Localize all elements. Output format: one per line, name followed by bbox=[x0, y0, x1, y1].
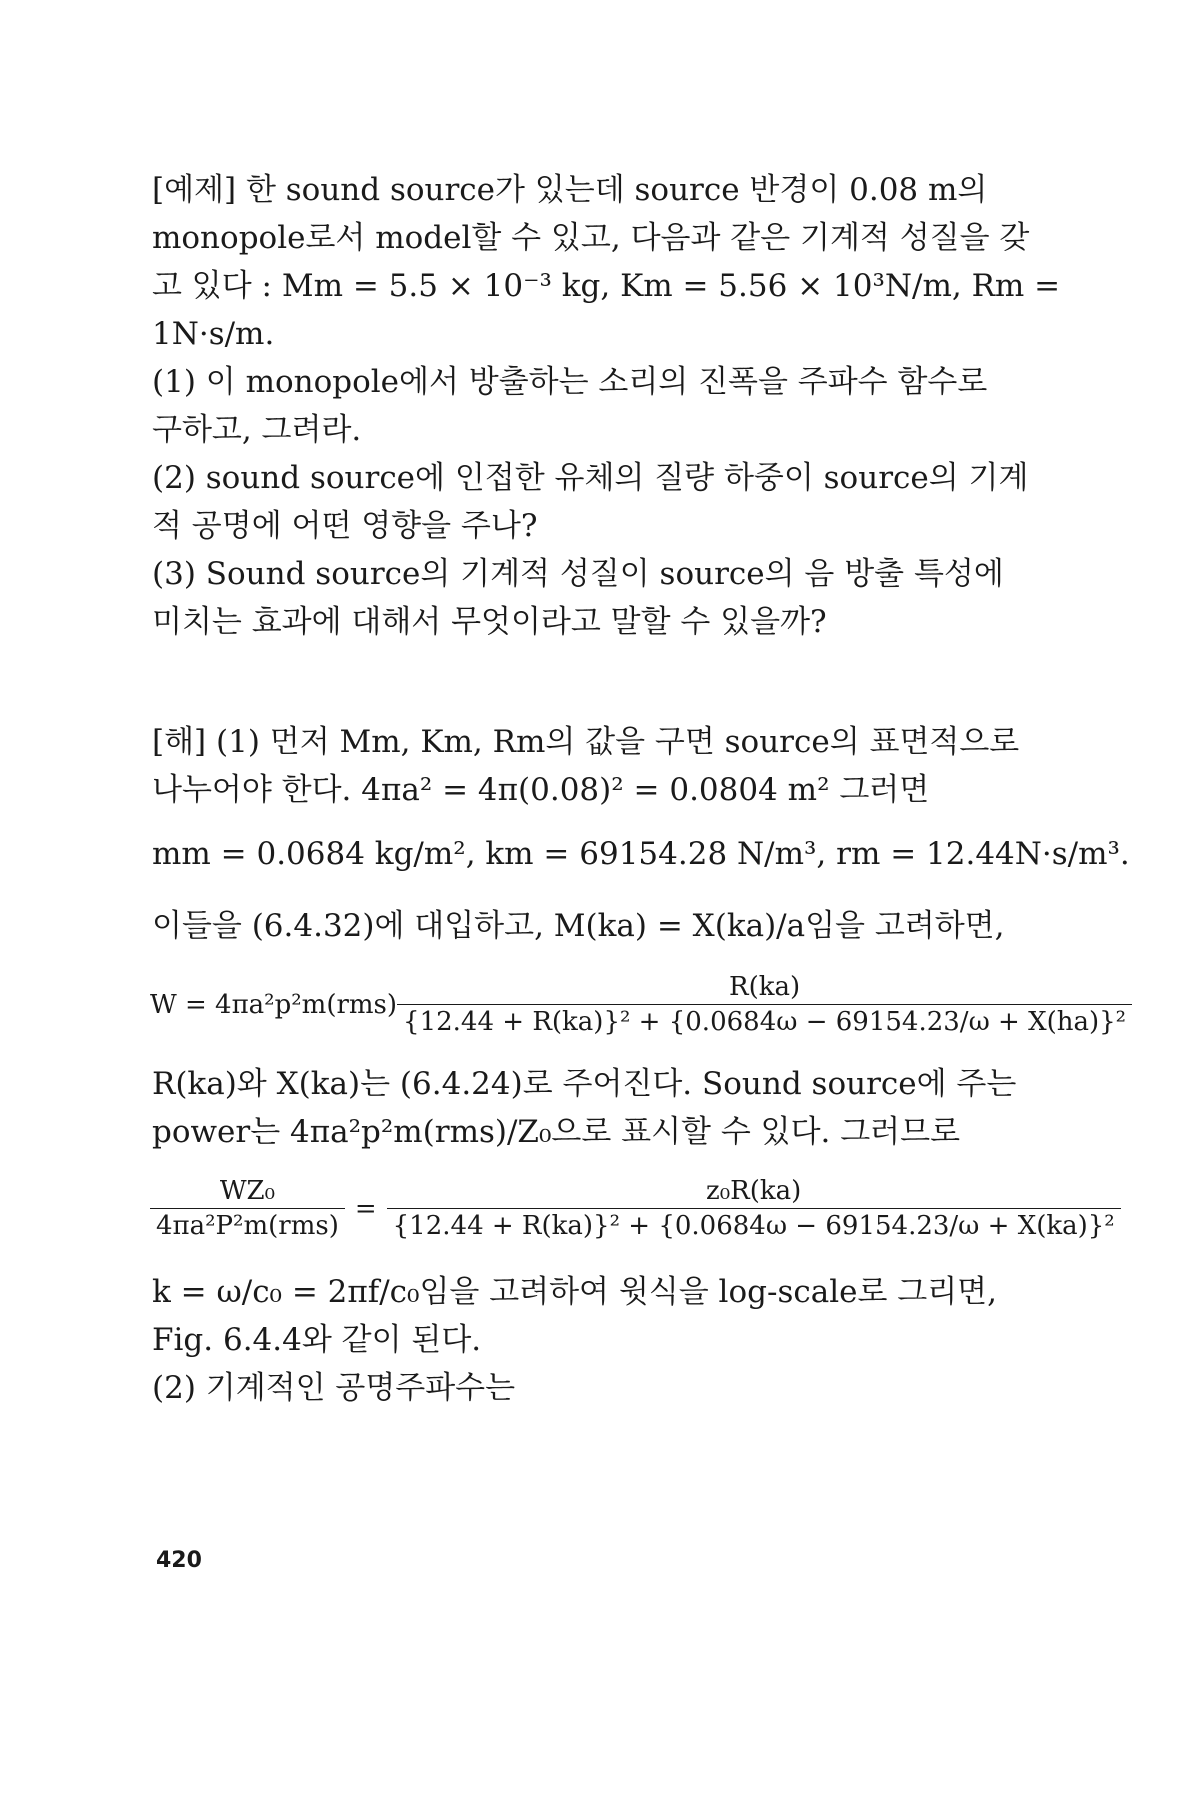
equation-ratio-lhs-denominator: 4πa²P²m(rms) bbox=[150, 1208, 345, 1241]
equation-ratio bbox=[150, 1176, 1115, 1241]
problem-line-2: monopole로서 model할 수 있고, 다음과 같은 기계적 성질을 갖 bbox=[152, 220, 1030, 256]
problem-block bbox=[152, 166, 1060, 646]
equals-sign: = bbox=[354, 1193, 377, 1224]
equation-ratio-denominator: {12.44 + R(ka)}² + {0.0684ω − 69154.23/ω + X(ka)}² bbox=[387, 1208, 1121, 1241]
solution-paragraph-2 bbox=[152, 1060, 1060, 1156]
solution-line-8: (2) 기계적인 공명주파수는 bbox=[152, 1370, 516, 1406]
question-3-line-2: 미치는 효과에 대해서 무엇이라고 말할 수 있을까? bbox=[152, 604, 827, 640]
question-3-line-1: (3) Sound source의 기계적 성질이 source의 음 방출 특성에 bbox=[152, 556, 1004, 592]
equation-values: mm = 0.0684 kg/m², km = 69154.28 N/m³, rm = 12.44N·s/m³. bbox=[152, 836, 1130, 872]
equation-ratio-lhs-numerator: WZ₀ bbox=[219, 1176, 276, 1206]
problem-line-4: 1N·s/m. bbox=[152, 316, 275, 352]
solution-line-1: [해] (1) 먼저 Mm, Km, Rm의 값을 구면 source의 표면적으로 bbox=[152, 724, 1020, 760]
equation-ratio-rhs bbox=[387, 1176, 1121, 1241]
equation-ratio-numerator: z₀R(ka) bbox=[706, 1176, 802, 1206]
solution-line-2: 나누어야 한다. 4πa² = 4π(0.08)² = 0.0804 m² 그러면 bbox=[152, 772, 930, 808]
equation-w-denominator: {12.44 + R(ka)}² + {0.0684ω − 69154.23/ω + X(ha)}² bbox=[397, 1004, 1132, 1037]
question-2-line-1: (2) sound source에 인접한 유체의 질량 하중이 source의 기계 bbox=[152, 460, 1029, 496]
question-1-line-2: 구하고, 그려라. bbox=[152, 412, 362, 448]
equation-w bbox=[150, 972, 1127, 1037]
equation-ratio-lhs bbox=[150, 1176, 345, 1241]
equation-w-numerator: R(ka) bbox=[729, 972, 801, 1002]
solution-line-4: R(ka)와 X(ka)는 (6.4.24)로 주어진다. Sound source에 주는 bbox=[152, 1066, 1017, 1102]
solution-line-5: power는 4πa²p²m(rms)/Z₀으로 표시할 수 있다. 그러므로 bbox=[152, 1114, 961, 1150]
question-2-line-2: 적 공명에 어떤 영향을 주나? bbox=[152, 508, 538, 544]
equation-w-fraction bbox=[397, 972, 1132, 1037]
equation-w-lhs: W = 4πa²p²m(rms) bbox=[150, 989, 398, 1020]
solution-block bbox=[152, 718, 1060, 814]
solution-line-7: Fig. 6.4.4와 같이 된다. bbox=[152, 1322, 482, 1358]
problem-tag: [예제] bbox=[152, 172, 237, 208]
problem-line-1: [예제] 한 sound source가 있는데 source 반경이 0.08 m의 bbox=[152, 172, 988, 208]
solution-tag: [해] bbox=[152, 724, 207, 760]
page-number: 420 bbox=[156, 1548, 202, 1573]
problem-line-3: 고 있다 : Mm = 5.5 × 10⁻³ kg, Km = 5.56 × 10³N/m, Rm = bbox=[152, 268, 1061, 304]
question-1-line-1: (1) 이 monopole에서 방출하는 소리의 진폭을 주파수 함수로 bbox=[152, 364, 988, 400]
solution-line-3: 이들을 (6.4.32)에 대입하고, M(ka) = X(ka)/a임을 고려하면, bbox=[152, 908, 1005, 944]
solution-paragraph-3 bbox=[152, 1268, 1060, 1412]
solution-line-6: k = ω/c₀ = 2πf/c₀임을 고려하여 윗식을 log-scale로 그리면, bbox=[152, 1274, 997, 1310]
